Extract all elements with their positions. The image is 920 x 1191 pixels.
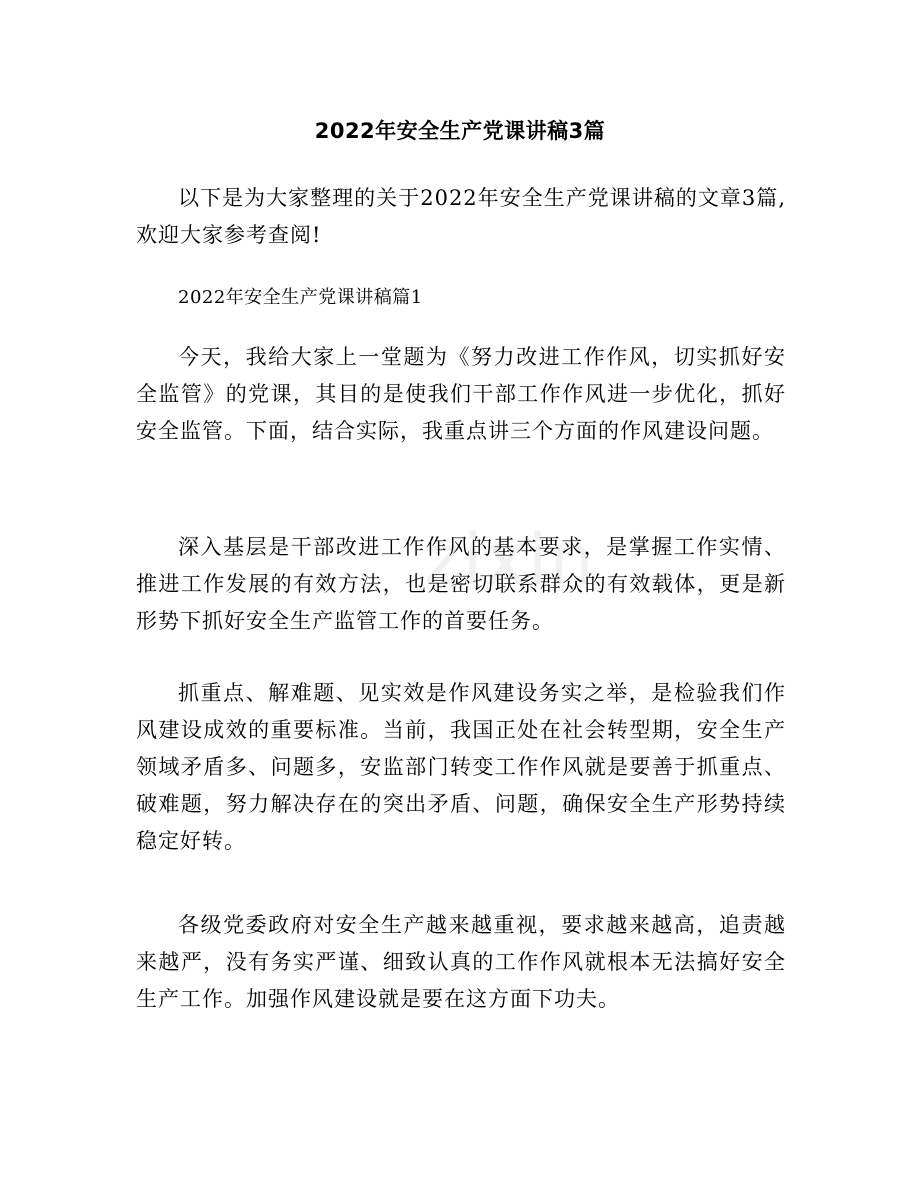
body-paragraph-1: 今天，我给大家上一堂题为《努力改进工作作风，切实抓好安全监管》的党课，其目的是使我们干部工作作风进一步优化，抓好安全监管。下面，结合实际，我重点讲三个方面的作风建设问题。	[136, 345, 786, 443]
intro-paragraph: 以下是为大家整理的关于2022年安全生产党课讲稿的文章3篇,欢迎大家参考查阅!	[136, 186, 786, 247]
body-paragraph-4: 各级党委政府对安全生产越来越重视，要求越来越高，追责越来越严，没有务实严谨、细致认真的工作作风就根本无法搞好安全生产工作。加强作风建设就是要在这方面下功夫。	[136, 913, 786, 1011]
body-paragraph-3: 抓重点、解难题、见实效是作风建设务实之举，是检验我们作风建设成效的重要标准。当前，我国正处在社会转型期，安全生产领域矛盾多、问题多，安监部门转变工作作风就是要善于抓重点、破难题，努力解决存在的突出矛盾、问题，确保安全生产形势持续稳定好转。	[136, 681, 786, 853]
body-paragraph-2: 深入基层是干部改进工作作风的基本要求，是掌握工作实情、推进工作发展的有效方法，也是密切联系群众的有效载体，更是新形势下抓好安全生产监管工作的首要任务。	[136, 535, 786, 633]
watermark: zixin	[424, 519, 596, 601]
section-heading: 2022年安全生产党课讲稿篇1	[178, 287, 423, 308]
document-title: 2022年安全生产党课讲稿3篇	[314, 119, 606, 143]
